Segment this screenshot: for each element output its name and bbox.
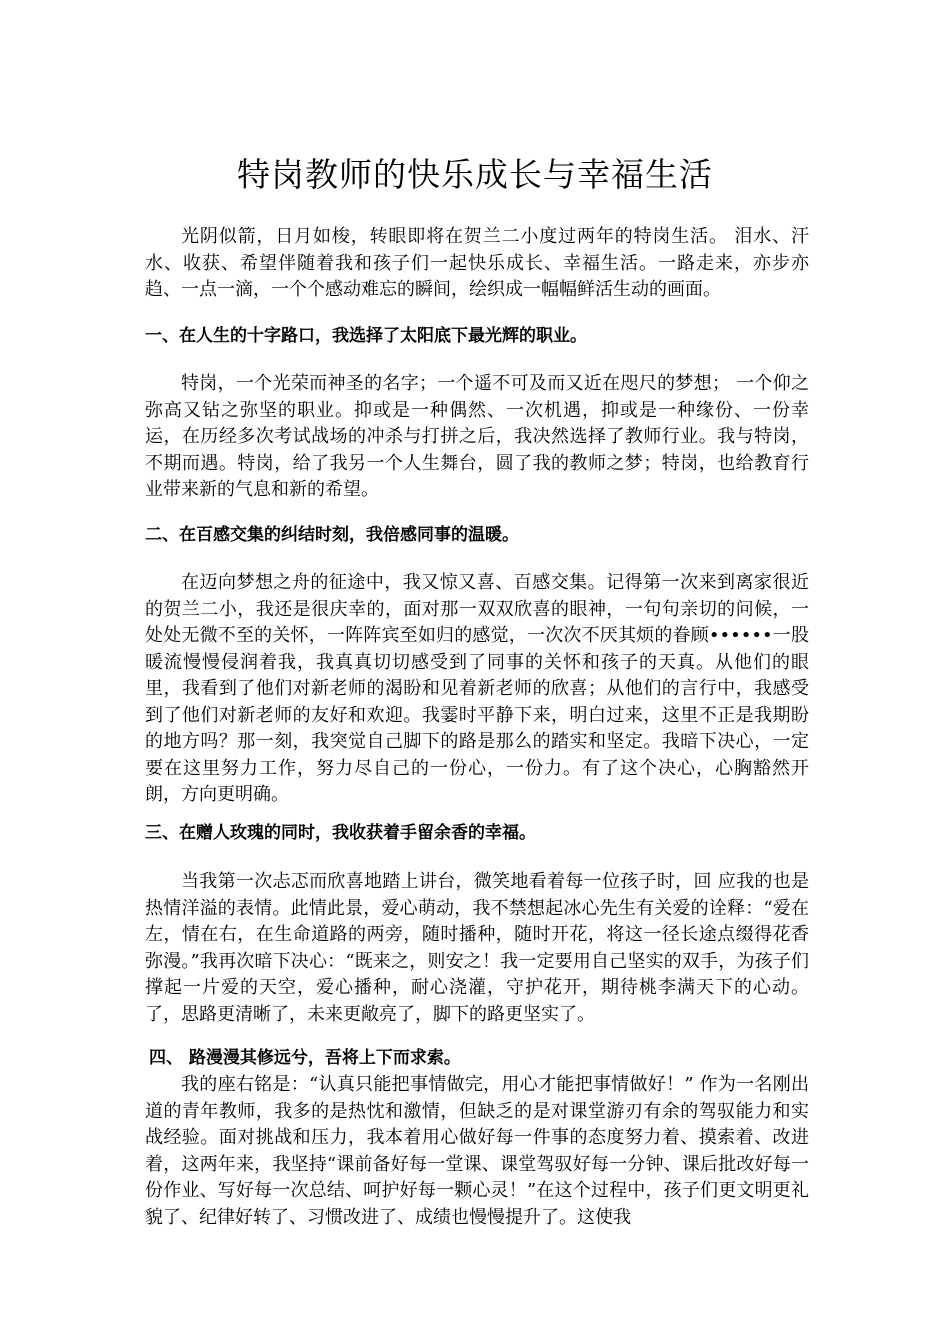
section-3-body: 当我第一次忐忑而欣喜地踏上讲台，微笑地看着每一位孩子时，回 应我的也是热情洋溢的表情。此情此景，爱心萌动，我不禁想起冰心先生有关爱的诠释：“爱在左，情在右，在生命道路的两旁，随时播种，随时开花，将这一径长途点缀得花香弥漫。”我再次暗下决心：“既来之，则安之！我一定要用自己坚实的双手，为孩子们撑起一片爱的天空，爱心播种，耐心浇灌，守护花开，期待桃李满天下的心动。了，思路更清晰了，未来更敞亮了，脚下的路更坚实了。	[145, 871, 809, 1025]
section-2-heading: 二、在百感交集的纠结时刻，我倍感同事的温暖。	[145, 525, 519, 545]
section-4-heading: 四、 路漫漫其修远兮，吾将上下而求索。	[149, 1048, 461, 1068]
section-2-body: 在迈向梦想之舟的征途中，我又惊又喜、百感交集。记得第一次来到离家很近的贺兰二小，我还是很庆幸的，面对那一双双欣喜的眼神，一句句亲切的问候，一处处无微不至的关怀，一阵阵宾至如归的感觉，一次次不厌其烦的眷顾••••••一股暖流慢慢侵润着我，我真真切切感受到了同事的关怀和孩子的天真。从他们的眼里，我看到了他们对新老师的渴盼和见着新老师的欣喜；从他们的言行中，我感受到了他们对新老师的友好和欢迎。我霎时平静下来，明白过来，这里不正是我期盼的地方吗？那一刻，我突觉自己脚下的路是那么的踏实和坚定。我暗下决心，一定要在这里努力工作，努力尽自己的一份心，一份力。有了这个决心，心胸豁然开朗，方向更明确。	[145, 572, 809, 805]
section-1-body: 特岗，一个光荣而神圣的名字；一个遥不可及而又近在咫尺的梦想； 一个仰之弥高又钻之弥坚的职业。抑或是一种偶然、一次机遇，抑或是一种缘份、一份幸运，在历经多次考试战场的冲杀与打拼之后，我决然选择了教师行业。我与特岗，不期而遇。特岗，给了我另一个人生舞台，圆了我的教师之梦；特岗，也给教育行业带来新的气息和新的希望。	[145, 373, 809, 500]
section-1-heading: 一、在人生的十字路口，我选择了太阳底下最光辉的职业。	[145, 326, 587, 346]
section-4-body: 我的座右铭是：“认真只能把事情做完，用心才能把事情做好！” 作为一名刚出道的青年教师，我多的是热忱和激情，但缺乏的是对课堂游刃有余的驾驭能力和实战经验。面对挑战和压力，我本着用心做好每一件事的态度努力着、摸索着、改进着，这两年来，我坚持“课前备好每一堂课、课堂驾驭好每一分钟、课后批改好每一份作业、写好每一次总结、呵护好每一颗心灵！”在这个过程中，孩子们更文明更礼貌了、纪律好转了、习惯改进了、成绩也慢慢提升了。这使我	[145, 1074, 809, 1228]
section-3-heading: 三、在赠人玫瑰的同时，我收获着手留余香的幸福。	[145, 823, 536, 843]
page-title: 特岗教师的快乐成长与幸福生活	[237, 155, 713, 194]
intro-paragraph: 光阴似箭，日月如梭，转眼即将在贺兰二小度过两年的特岗生活。 泪水、汗水、收获、希望伴随着我和孩子们一起快乐成长、幸福生活。一路走来，亦步亦趋、一点一滴，一个个感动难忘的瞬间，绘织成一幅幅鲜活生动的画面。	[145, 226, 809, 300]
